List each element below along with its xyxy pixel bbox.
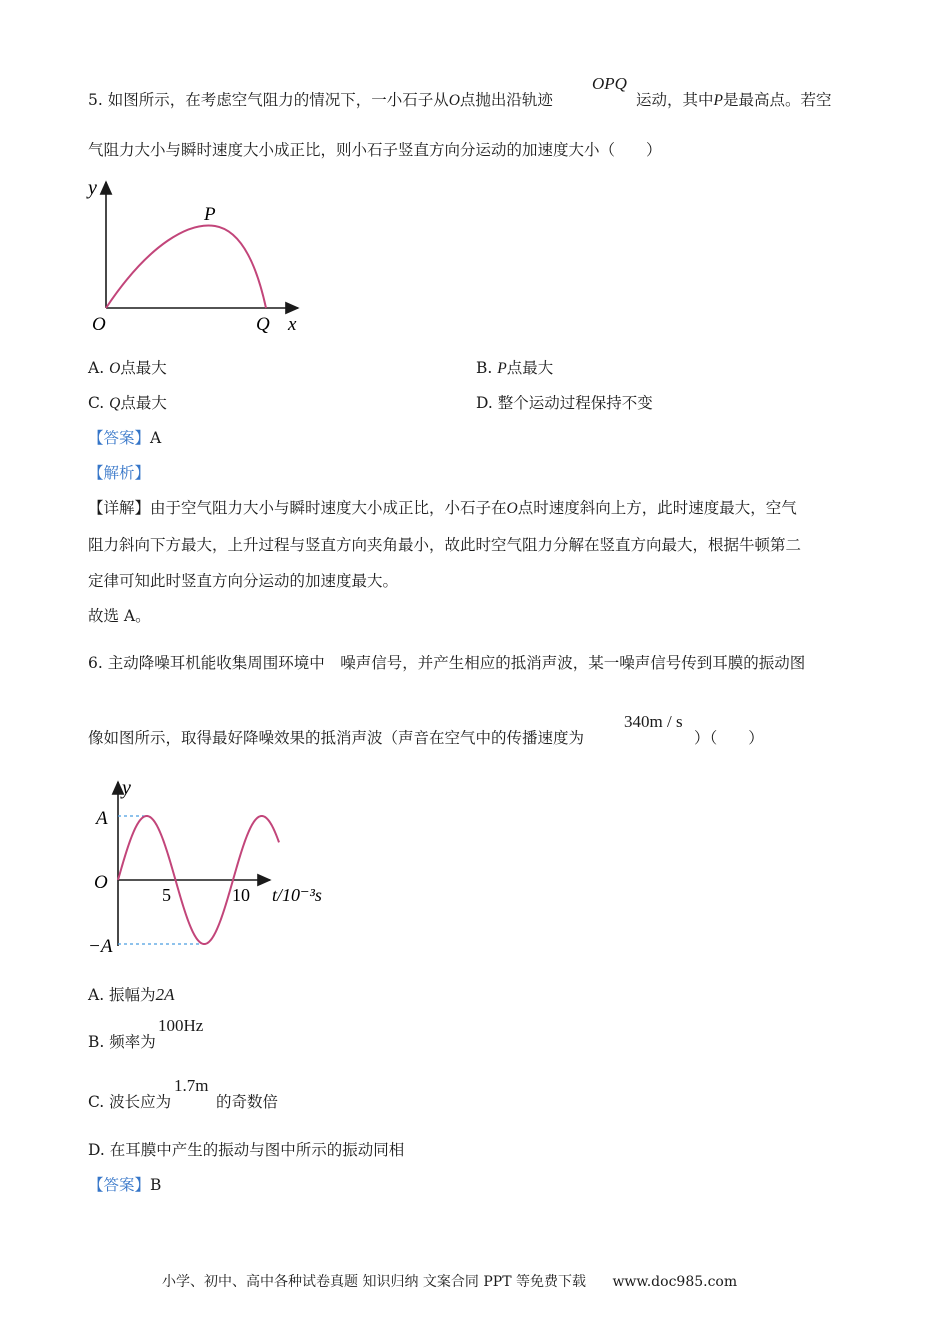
- q5-option-a[interactable]: A. O点最大: [88, 359, 167, 377]
- q5-var-o: O: [448, 92, 460, 109]
- q6-answer-value: B: [150, 1176, 162, 1194]
- q5-peak-label: P: [204, 204, 216, 225]
- q6-speed: 340m / s: [624, 712, 683, 731]
- q5-option-d[interactable]: D. 整个运动过程保持不变: [476, 394, 653, 412]
- q6-option-c[interactable]: C. 波长应为: [88, 1093, 172, 1111]
- q6-t-label: t/10⁻³s: [272, 885, 322, 905]
- q5-end-label: Q: [256, 314, 270, 335]
- q6-neg-a-label: −A: [88, 936, 113, 957]
- q6-line1: 6. 主动降噪耳机能收集周围环境中 噪声信号，并产生相应的抵消声波，某一噪声信号传到耳膜的振动图: [88, 654, 806, 672]
- q5-line1-mid2: 运动，其中: [636, 91, 714, 109]
- q6-option-d[interactable]: D. 在耳膜中产生的振动与图中所示的振动同相: [88, 1141, 405, 1159]
- q6-option-c-math: 1.7m: [174, 1076, 209, 1095]
- footer-url[interactable]: www.doc985.com: [612, 1274, 738, 1290]
- q5-var-p: P: [713, 92, 723, 109]
- q6-answer-tag: 【答案】: [88, 1176, 151, 1194]
- q6-option-c-after: 的奇数倍: [216, 1093, 279, 1111]
- q5-option-b[interactable]: B. P点最大: [476, 359, 554, 377]
- q5-line1-prefix: 5. 如图所示，在考虑空气阻力的情况下，一小石子从: [88, 91, 449, 109]
- q6-origin-label: O: [94, 872, 108, 893]
- q5-detail-line1: 【详解】由于空气阻力大小与瞬时速度大小成正比，小石子在O点时速度斜向上方，此时速度最大，空气: [88, 499, 797, 517]
- q5-line1-mid: 点抛出沿轨迹: [459, 91, 553, 109]
- q5-conclusion: 故选 A。: [88, 607, 151, 625]
- q5-opq-label: OPQ: [592, 74, 627, 93]
- q6-line2-prefix: 像如图所示，取得最好降噪效果的抵消声波（声音在空气中的传播速度为: [88, 729, 585, 747]
- q6-a-label: A: [96, 808, 108, 829]
- q5-detail-tag: 【详解】: [88, 499, 151, 517]
- q6-option-b[interactable]: B. 频率为: [88, 1033, 156, 1051]
- q5-line2: 气阻力大小与瞬时速度大小成正比，则小石子竖直方向分运动的加速度大小（ ）: [88, 141, 662, 159]
- q5-answer: [88, 428, 161, 448]
- q6-line2-suffix: ）（ ）: [694, 729, 764, 747]
- q5-line1-tail: [636, 90, 832, 111]
- q5-x-label: x: [288, 314, 297, 335]
- q6-option-a[interactable]: A. 振幅为2A: [88, 985, 175, 1004]
- q6-option-b-math: 100Hz: [158, 1016, 204, 1035]
- q6-line2: [88, 728, 584, 748]
- q5-detail-line2: 阻力斜向下方最大，上升过程与竖直方向夹角最小，故此时空气阻力分解在竖直方向最大，根据牛顿第二: [88, 536, 802, 554]
- q6-answer: [88, 1175, 161, 1195]
- q6-y-label: y: [122, 777, 131, 799]
- q5-detail-line3: 定律可知此时竖直方向分运动的加速度最大。: [88, 572, 399, 590]
- footer-text: 小学、初中、高中各种试卷真题 知识归纳 文案合同 PPT 等免费下载: [162, 1274, 586, 1290]
- q6-tick-5: 5: [162, 885, 171, 905]
- q6-tick-10: 10: [232, 885, 250, 905]
- q5-trajectory-figure: [80, 172, 320, 337]
- q5-y-label: y: [88, 177, 97, 199]
- q5-answer-tag: 【答案】: [88, 429, 151, 447]
- footer: [162, 1271, 737, 1291]
- q5-option-c[interactable]: C. Q点最大: [88, 394, 167, 412]
- q5-analysis-tag: 【解析】: [88, 464, 151, 482]
- q5-line1: [88, 90, 553, 111]
- q5-answer-value: A: [150, 429, 162, 447]
- q5-origin-label: O: [92, 314, 106, 335]
- q5-trajectory-curve: [106, 226, 266, 308]
- q6-vibration-figure: [84, 774, 344, 964]
- q5-line1-suffix: 是最高点。若空: [722, 91, 832, 109]
